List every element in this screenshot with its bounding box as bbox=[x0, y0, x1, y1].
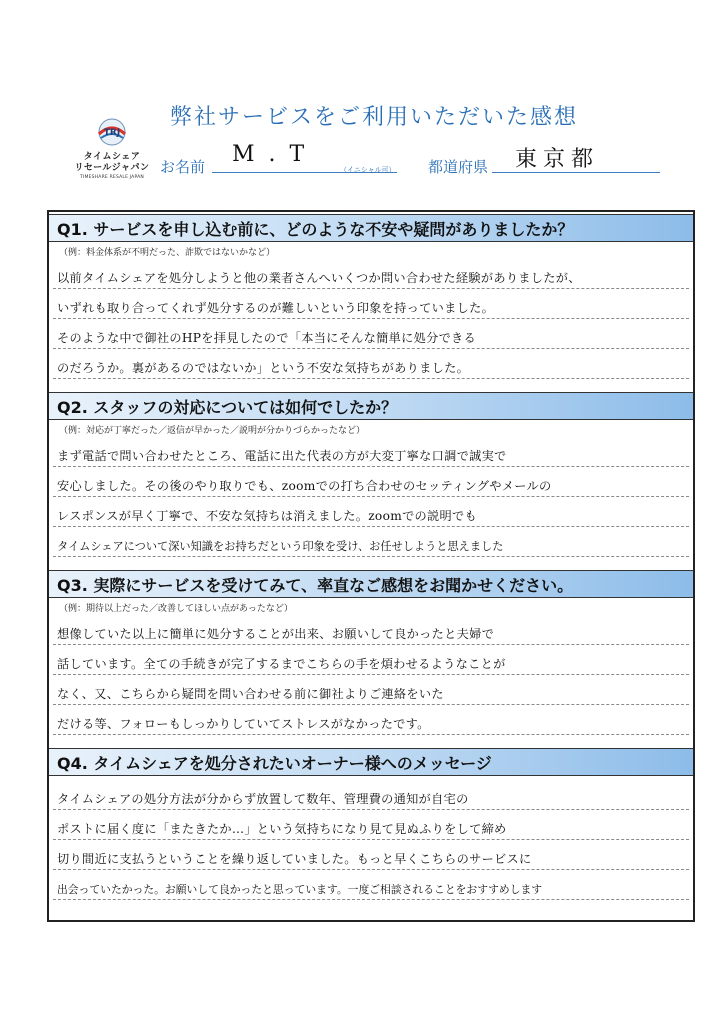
answer-text: 想像していた以上に簡単に処分することが出来、お願いして良かったと夫婦で bbox=[57, 627, 495, 641]
questionnaire-form bbox=[47, 210, 695, 922]
logo-globe-icon bbox=[92, 112, 132, 152]
question-text: Q3. 実際にサービスを受けてみて、率直なご感想をお聞かせください。 bbox=[57, 575, 574, 595]
answer-text: 切り間近に支払うということを繰り返していました。もっと早くこちらのサービスに bbox=[57, 852, 532, 866]
name-note: （イニシャル可） bbox=[340, 166, 396, 174]
answer-line bbox=[53, 437, 689, 467]
name-value[interactable]: M.T bbox=[232, 142, 319, 167]
question-section-3 bbox=[49, 570, 693, 735]
question-header bbox=[49, 570, 693, 598]
answer-text: 安心しました。その後のやり取りでも、zoomでの打ち合わせのセッティングやメールの bbox=[57, 479, 552, 493]
answer-line bbox=[53, 645, 689, 675]
answer-line bbox=[53, 780, 689, 810]
answer-line bbox=[53, 810, 689, 840]
answer-line bbox=[53, 527, 689, 557]
name-label: お名前 bbox=[160, 158, 206, 176]
question-text: Q4. タイムシェアを処分されたいオーナー様へのメッセージ bbox=[57, 753, 492, 773]
answer-text: なく、又、こちらから疑問を問い合わせる前に御社よりご連絡をいた bbox=[57, 687, 444, 701]
answer-line bbox=[53, 840, 689, 870]
logo-name-ja-line2: リセールジャパン bbox=[74, 163, 150, 173]
question-section-2 bbox=[49, 392, 693, 557]
answer-line bbox=[53, 349, 689, 379]
question-example: （例：料金体系が不明だった、詐欺ではないかなど） bbox=[59, 248, 276, 258]
question-header bbox=[49, 748, 693, 776]
answer-line bbox=[53, 319, 689, 349]
question-section-4 bbox=[49, 748, 693, 900]
answer-text: そのような中で御社のHPを拝見したので「本当にそんな簡単に処分できる bbox=[57, 331, 477, 345]
answer-line bbox=[53, 675, 689, 705]
prefecture-value[interactable]: 東京都 bbox=[515, 147, 600, 172]
logo-mark-text: TRJ bbox=[103, 128, 121, 138]
answer-line bbox=[53, 259, 689, 289]
question-text: Q1. サービスを申し込む前に、どのような不安や疑問がありましたか？ bbox=[57, 219, 574, 239]
answer-text: 出会っていたかった。お願いして良かったと思っています。一度ご相談されることをおすすめします bbox=[57, 883, 543, 896]
answer-text: タイムシェアの処分方法が分からず放置して数年、管理費の通知が自宅の bbox=[57, 792, 469, 806]
question-example: （例：対応が丁寧だった／返信が早かった／説明が分かりづらかったなど） bbox=[59, 426, 366, 436]
answer-line bbox=[53, 289, 689, 319]
logo-name-en: TIMESHARE RESALE JAPAN bbox=[80, 175, 144, 180]
question-section-1 bbox=[49, 214, 693, 379]
company-logo bbox=[64, 112, 160, 181]
answer-text: まず電話で問い合わせたところ、電話に出た代表の方が大変丁寧な口調で誠実で bbox=[57, 449, 507, 463]
answer-line bbox=[53, 870, 689, 900]
page-title: 弊社サービスをご利用いただいた感想 bbox=[170, 105, 579, 130]
question-header bbox=[49, 392, 693, 420]
answer-text: レスポンスが早く丁寧で、不安な気持ちは消えました。zoomでの説明でも bbox=[57, 509, 477, 523]
answer-text: タイムシェアについて深い知識をお持ちだという印象を受け、お任せしようと思えました bbox=[57, 540, 504, 553]
answer-text: 以前タイムシェアを処分しようと他の業者さんへいくつか問い合わせた経験がありましたが、 bbox=[57, 271, 581, 285]
answer-text: のだろうか。裏があるのではないか」という不安な気持ちがありました。 bbox=[57, 361, 470, 375]
question-header bbox=[49, 214, 693, 242]
answer-line bbox=[53, 497, 689, 527]
answer-text: だける等、フォローもしっかりしていてストレスがなかったです。 bbox=[57, 717, 430, 731]
answer-text: ポストに届く度に「またきたか…」という気持ちになり見て見ぬふりをして締め bbox=[57, 822, 507, 836]
prefecture-label: 都道府県 bbox=[428, 158, 489, 176]
answer-text: いずれも取り合ってくれず処分するのが難しいという印象を持っていました。 bbox=[57, 301, 495, 315]
question-example: （例：期待以上だった／改善してほしい点があったなど） bbox=[59, 604, 293, 614]
answer-line bbox=[53, 467, 689, 497]
logo-name-ja-line1: タイムシェア bbox=[83, 152, 141, 162]
answer-line bbox=[53, 615, 689, 645]
question-text: Q2. スタッフの対応については如何でしたか？ bbox=[57, 397, 398, 417]
answer-text: 話しています。全ての手続きが完了するまでこちらの手を煩わせるようなことが bbox=[57, 657, 506, 671]
answer-line bbox=[53, 705, 689, 735]
